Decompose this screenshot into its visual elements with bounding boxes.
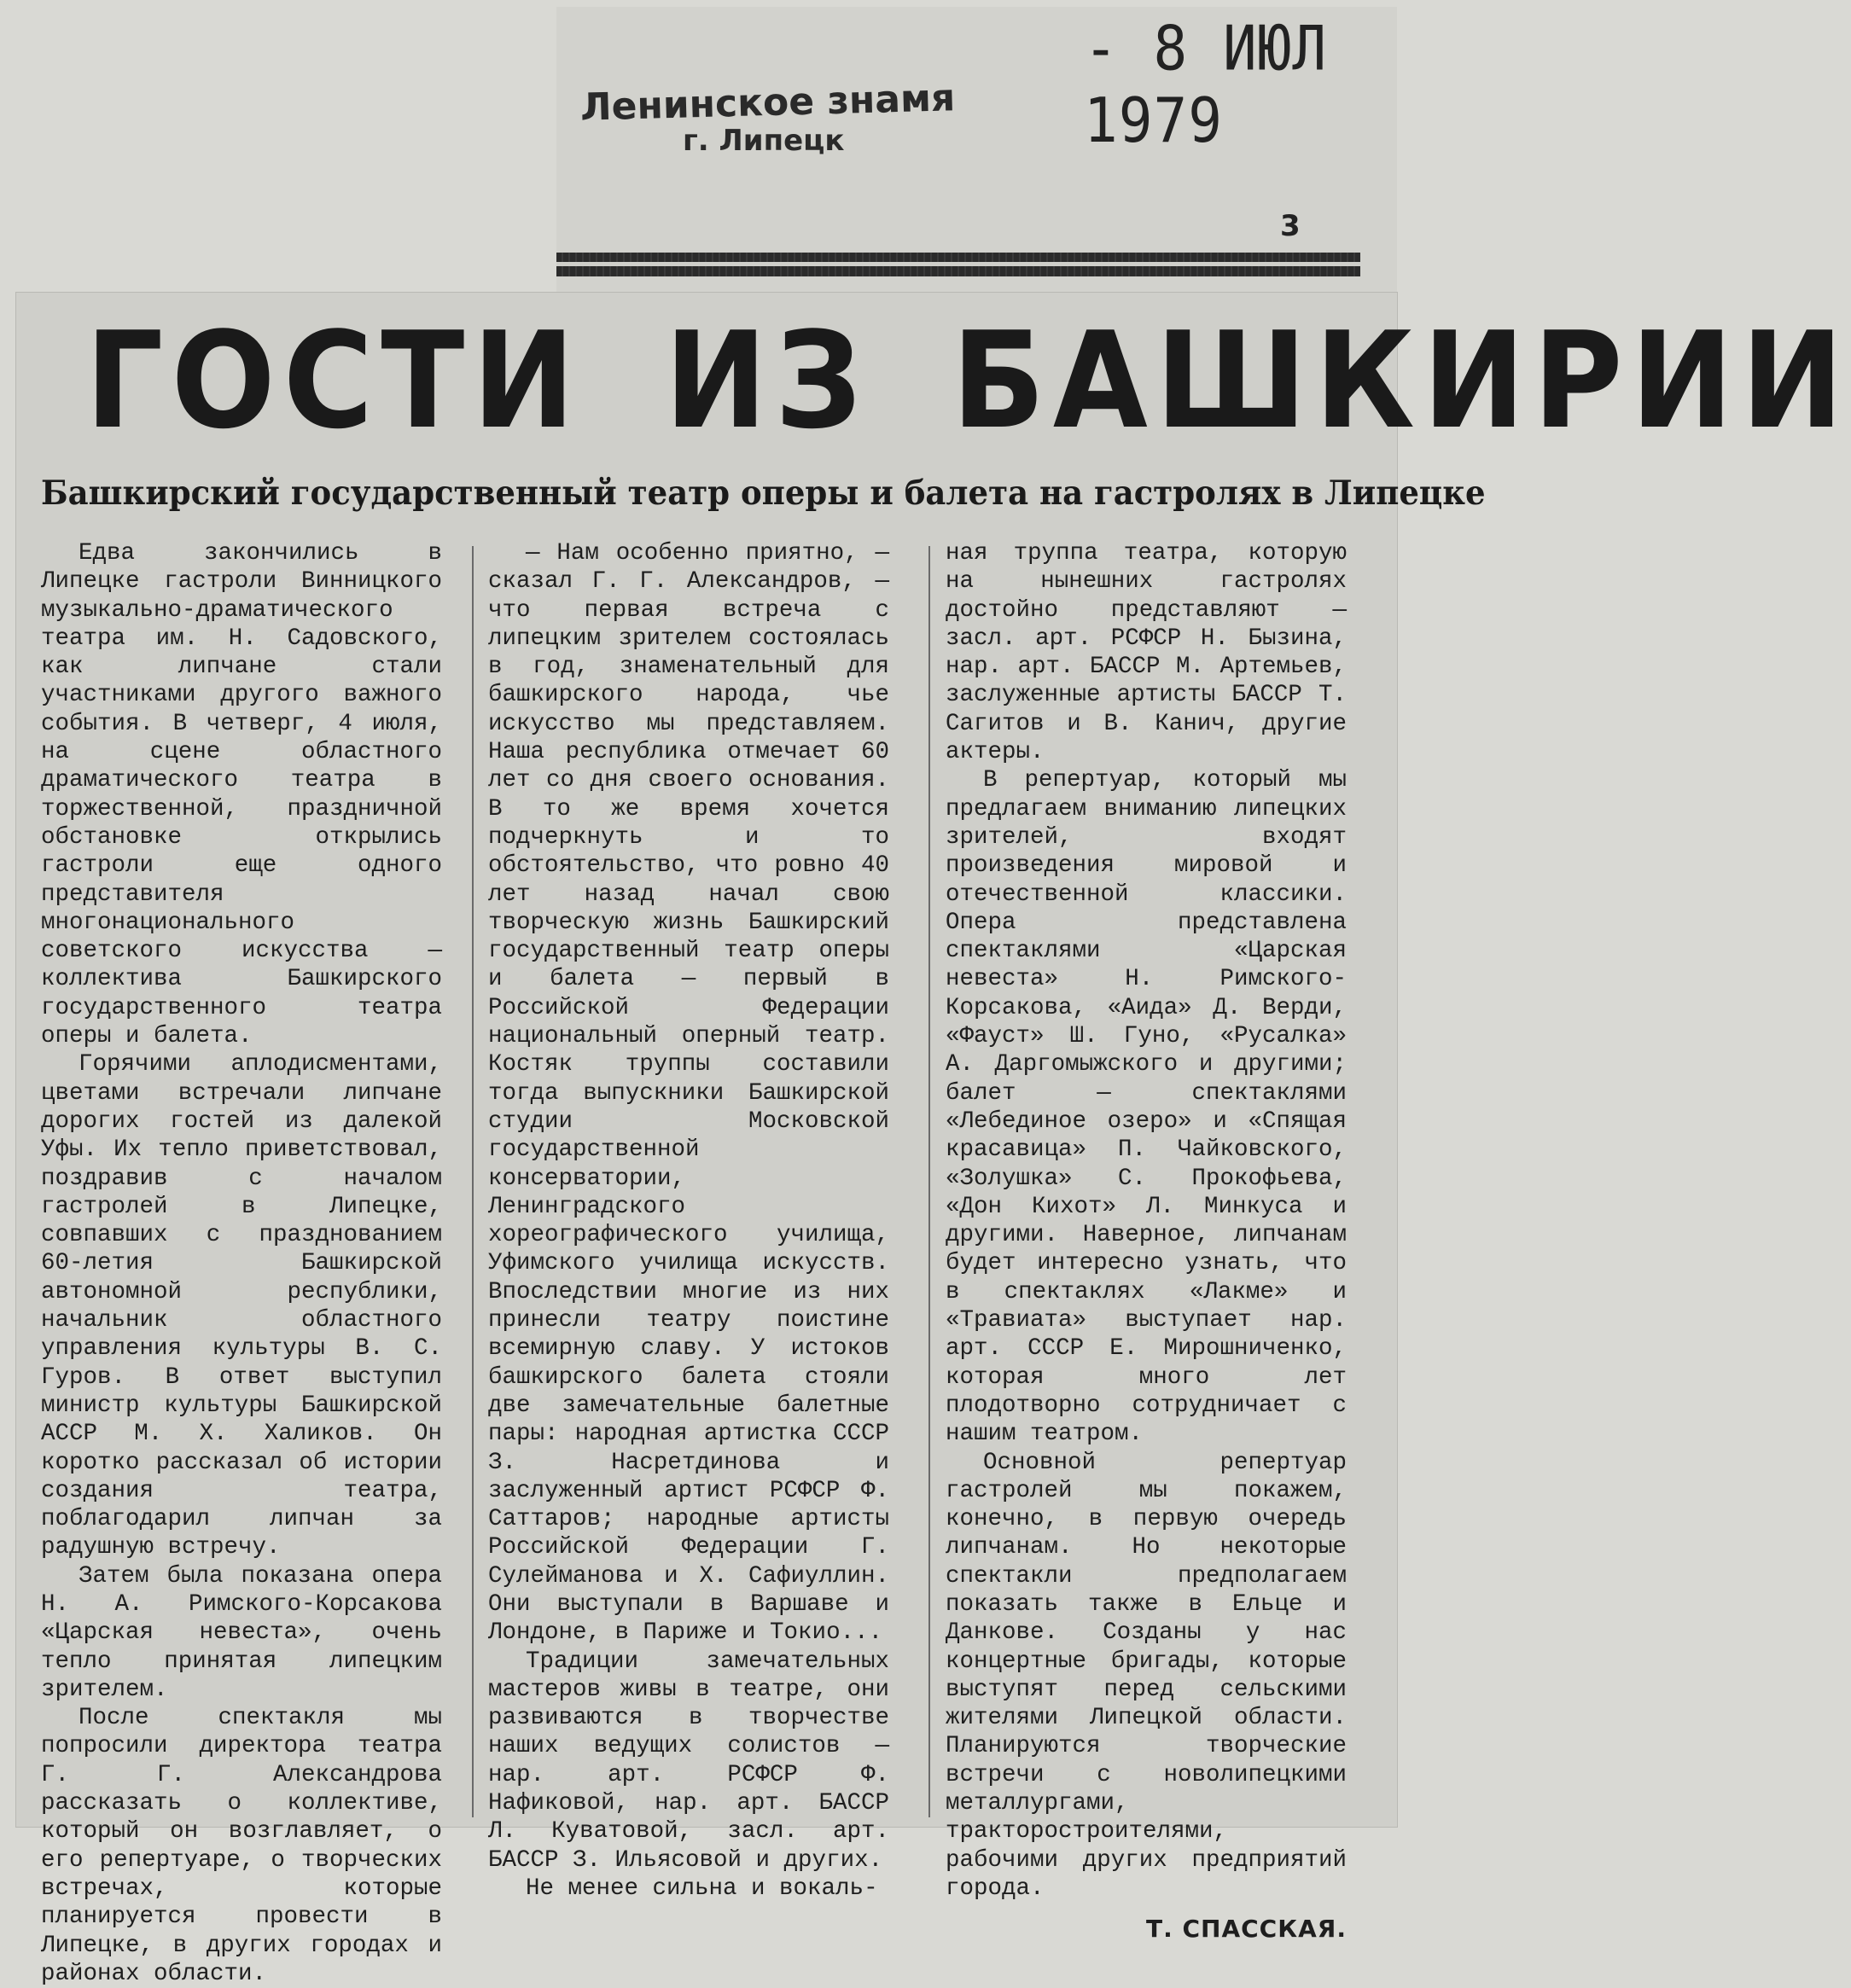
- article-column-1: [41, 539, 442, 1988]
- article-column-3: [946, 539, 1347, 1944]
- paragraph: Не менее сильна и вокаль-: [526, 1875, 878, 1902]
- author-signature: Т. СПАССКАЯ.: [1146, 1915, 1347, 1944]
- article-column-2: [488, 539, 889, 1903]
- column-divider: [472, 546, 474, 1817]
- header-rule: [556, 253, 1360, 276]
- article-subheadline: Башкирский государственный театр оперы и балета на гастролях в Липецке: [41, 474, 1486, 513]
- paragraph: Традиции замечательных мастеров живы в театре, они развиваются в творчестве наших ведущих солистов — нар. арт. РСФСР Ф. Нафиковой, нар. арт. БАССР Л. Куватовой, засл. арт. БАССР З. Ильясовой и других.: [488, 1648, 889, 1874]
- newspaper-city-stamp: г. Липецк: [683, 124, 845, 158]
- paragraph: Горячими аплодисментами, цветами встречали липчане дорогих гостей из далекой Уфы. Их тепло приветствовал, поздравив с началом гастролей в Липецке, совпавших с празднованием 60-летия Башкирской автономной республики, начальник областного управления культуры В. С. Гуров. В ответ выступил министр культуры Башкирской АССР М. Х. Халиков. Он коротко рассказал об истории создания театра, поблагодарил липчан за радушную встречу.: [41, 1051, 442, 1561]
- paragraph: В репертуар, который мы предлагаем вниманию липецких зрителей, входят произведения мировой и отечественной классики. Опера представлена спектаклями «Царская невеста» Н. Римского-Корсакова, «Аида» Д. Верди, «Фауст» Ш. Гуно, «Русалка» А. Даргомыжского и другими; балет — спектаклями «Лебединое озеро» и «Спящая красавица» П. Чайковского, «Золушка» С. Прокофьева, «Дон Кихот» Л. Минкуса и другими. Наверное, липчанам будет интересно узнать, что в спектаклях «Лакме» и «Травиата» выступает нар. арт. СССР Е. Мирошниченко, которая много лет плодотворно сотрудничает с нашим театром.: [946, 767, 1347, 1448]
- page-number: 3: [1280, 209, 1301, 243]
- newspaper-name-stamp: Ленинское знамя: [579, 76, 956, 130]
- paragraph: Затем была показана опера Н. А. Римского-Корсакова «Царская невеста», очень тепло принятая липецким зрителем.: [41, 1562, 442, 1703]
- paragraph: — Нам особенно приятно, — сказал Г. Г. Александров, — что первая встреча с липецким зрителем состоялась в год, знаменательный для башкирского народа, чье искусство мы представляем. Наша республика отмечает 60 лет со дня своего основания. В то же время хочется подчеркнуть и то обстоятельство, что ровно 40 лет назад начал свою творческую жизнь Башкирский государственный театр оперы и балета — первый в Российской Федерации национальный оперный театр. Костяк труппы составили тогда выпускники Башкирской студии Московской государственной консерватории, Ленинградского хореографического училища, Уфимского училища искусств. Впоследствии многие из них принесли театру поистине всемирную славу. У истоков башкирского балета стояли две замечательные балетные пары: народная артистка СССР З. Насретдинова и заслуженный артист РСФСР Ф. Саттаров; народные артисты Российской Федерации Г. Сулейманова и Х. Сафиуллин. Они выступали в Варшаве и Лондоне, в Париже и Токио...: [488, 540, 889, 1647]
- article-headline: ГОСТИ ИЗ БАШКИРИИ: [85, 303, 1851, 458]
- paragraph: После спектакля мы попросили директора театра Г. Г. Александрова рассказать о коллективе, который он возглавляет, о его репертуаре, о творческих встречах, которые планируется провести в Липецке, в других городах и районах области.: [41, 1705, 442, 1987]
- column-divider: [928, 546, 930, 1817]
- paragraph: ная труппа театра, которую на нынешних гастролях достойно представляют — засл. арт. РСФСР Н. Бызина, нар. арт. БАССР М. Артемьев, заслуженные артисты БАССР Т. Сагитов и В. Канич, другие актеры.: [946, 540, 1347, 766]
- paragraph: Едва закончились в Липецке гастроли Винницкого музыкально-драматического театра им. Н. Садовского, как липчане стали участниками другого важного события. В четверг, 4 июля, на сцене областного драматического театра в торжественной, праздничной обстановке открылись гастроли еще одного представителя многонационального советского искусства — коллектива Башкирского государственного театра оперы и балета.: [41, 540, 442, 1050]
- paragraph: Основной репертуар гастролей мы покажем, конечно, в первую очередь липчанам. Но некоторые спектакли предполагаем показать также в Ельце и Данкове. Созданы у нас концертные бригады, которые выступят перед сельскими жителями Липецкой области. Планируются творческие встречи с новолипецкими металлургами, тракторостроителями, рабочими других предприятий города.: [946, 1449, 1347, 1902]
- archive-date-stamp: - 8 ИЮЛ 1979: [1084, 12, 1328, 157]
